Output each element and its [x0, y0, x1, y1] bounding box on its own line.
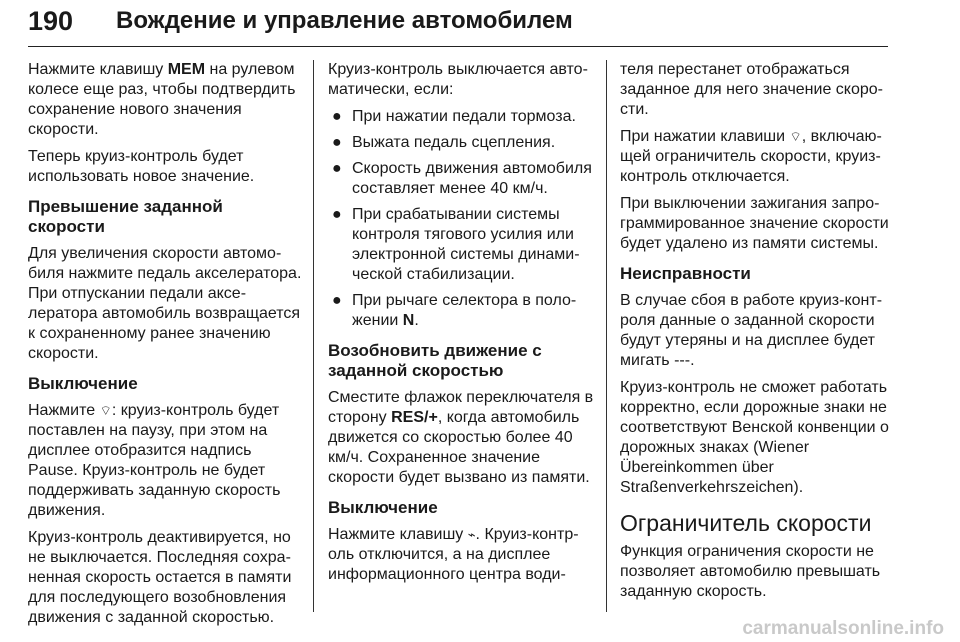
bullet-icon: ● [332, 206, 342, 223]
bullet-icon: ● [332, 108, 342, 125]
section-heading-switch-off: Выключение [328, 498, 438, 517]
section-heading-switch-off: Выключение [28, 374, 138, 393]
paragraph: При нажатии клавиши ⌔, включающей ограничитель скорости, круиз-контроль отключается. [620, 128, 882, 185]
column-3 [620, 60, 890, 609]
cruise-control-icon: ⌔ [99, 403, 112, 418]
paragraph: Нажмите клавишу ⌁. Круиз-контроль отключится, а на дисплее информационного центра води- [328, 526, 579, 583]
paragraph: Круиз-контроль деактивируется, но не выключается. Последняя сохраненная скорость остается в памяти для последующего возобновления движения с заданной скоростью. [28, 529, 292, 626]
section-heading-resume: Возобновить движение с заданной скоростью [328, 341, 542, 380]
paragraph: Круиз-контроль не сможет работать корректно, если дорожные знаки не соответствуют Венской конвенции о дорожных знаках (Wiener Übereinkommen über Straßenverkehrszeichen). [620, 379, 889, 496]
paragraph: Для увеличения скорости автомобиля нажмите педаль акселератора. При отпускании педали акселератора автомобиль возвращается к сохраненному ранее значению скорости. [28, 245, 302, 362]
bullet-icon: ● [332, 292, 342, 309]
column-2 [328, 60, 594, 592]
bullet-icon: ● [332, 160, 342, 177]
paragraph: теля перестанет отображаться заданное для него значение скорости. [620, 61, 883, 118]
column-divider [313, 60, 314, 612]
column-1 [28, 60, 304, 635]
speed-limiter-icon: ⌔ [789, 129, 802, 144]
mem-key-label: MEM [167, 61, 206, 78]
paragraph: Теперь круиз-контроль будет использовать новое значение. [28, 148, 255, 185]
paragraph: Функция ограничения скорости не позволяет автомобилю превышать заданную скорость. [620, 543, 881, 600]
section-heading-exceed-speed: Превышение заданной скорости [28, 197, 223, 236]
res-key-label: RES/+ [391, 409, 438, 426]
column-divider [606, 60, 607, 612]
paragraph: Круиз-контроль выключается автоматически, если: [328, 61, 588, 98]
list-item: ● Выжата педаль сцепления. [332, 134, 556, 151]
list-item: ● При нажатии педали тормоза. [332, 108, 576, 125]
auto-off-conditions-list [328, 107, 594, 331]
section-heading-speed-limiter: Ограничитель скорости [620, 510, 872, 536]
page-title: Вождение и управление автомобилем [116, 7, 573, 34]
section-heading-faults: Неисправности [620, 264, 751, 283]
bullet-icon: ● [332, 134, 342, 151]
paragraph: Сместите флажок переключателя в сторону RES/+, когда автомобиль движется со скоростью более 40 км/ч. Сохраненное значение скорости будет вызвано из памяти. [328, 389, 594, 486]
page-number: 190 [28, 6, 74, 36]
paragraph: Нажмите ⌔: круиз-контроль будет поставлен на паузу, при этом на дисплее отобразится надпись Pause. Круиз-контроль не будет поддерживать заданную скорость движения. [28, 402, 281, 519]
paragraph: В случае сбоя в работе круиз-контроля данные о заданной скорости будут утеряны и на дисплее будет мигать ---. [620, 292, 883, 369]
list-item: ● При рычаге селектора в положении N. [332, 292, 577, 329]
gear-n-label: N [402, 312, 415, 329]
paragraph: При выключении зажигания запрограммированное значение скорости будет удалено из памяти системы. [620, 195, 889, 252]
list-item: ● Скорость движения автомобиля составляет менее 40 км/ч. [332, 160, 592, 197]
page-header [28, 0, 888, 47]
paragraph: Нажмите клавишу MEM на рулевом колесе еще раз, чтобы подтвердить сохранение нового значения скорости. [28, 61, 296, 138]
cruise-off-icon: ⌁ [467, 527, 476, 542]
list-item: ● При срабатывании системы контроля тягового усилия или электронной системы динамической стабилизации. [332, 206, 580, 283]
watermark: carmanualsonline.info [742, 618, 944, 639]
